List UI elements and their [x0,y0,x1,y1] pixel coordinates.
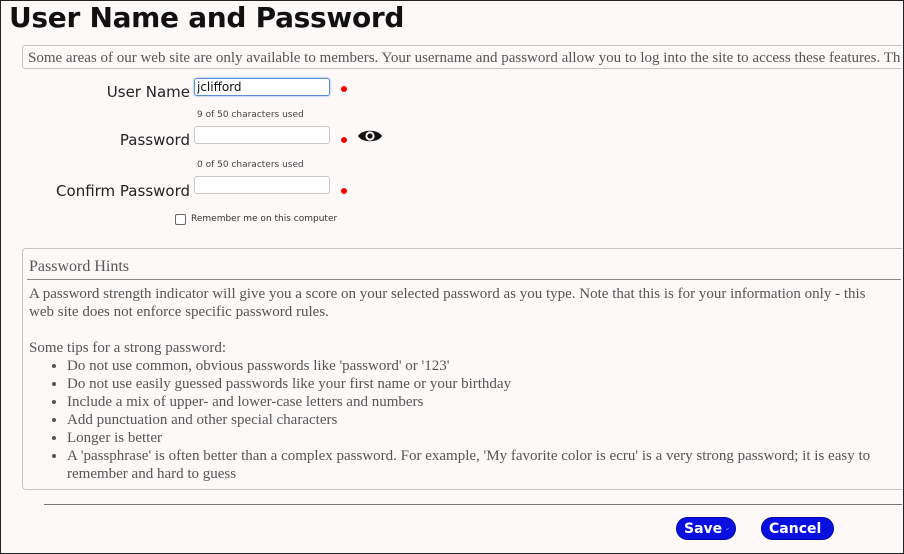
username-input[interactable] [194,78,330,96]
page-title: User Name and Password [9,1,405,34]
tips-list [29,357,889,483]
password-label: Password [119,131,190,149]
cancel-button[interactable] [761,517,834,540]
remember-me-checkbox[interactable] [175,214,186,225]
checkmark-icon [726,521,729,537]
save-button[interactable] [676,517,736,540]
required-indicator [341,86,347,92]
tips-intro: Some tips for a strong password: [29,340,227,356]
list-item: • Longer is better [67,429,889,447]
password-hints-panel [22,248,902,490]
save-label: Save [684,520,723,537]
footer-divider [44,504,902,505]
remember-me-label: Remember me on this computer [191,214,338,224]
x-icon [825,522,827,536]
remember-me-row[interactable] [175,212,337,226]
password-char-counter: 0 of 50 characters used [197,160,304,170]
cancel-label: Cancel [769,520,822,537]
hints-intro: A password strength indicator will give you a score on your selected password as you type. Note that this is for your information only - this web site does not enforce specific password rules. [29,286,866,320]
list-item: • Add punctuation and other special characters [67,411,889,429]
list-item: • A 'passphrase' is often better than a complex password. For example, 'My favorite color is ecru' is a very strong password; it is easy to remember and hard to guess [67,447,889,483]
username-char-counter: 9 of 50 characters used [197,110,304,120]
password-input[interactable] [194,126,330,144]
required-indicator [341,137,347,143]
eye-icon[interactable] [357,127,383,145]
hints-body [29,285,889,483]
hints-title: Password Hints [29,258,130,275]
list-item: • Include a mix of upper- and lower-case letters and numbers [67,393,889,411]
members-notice: Some areas of our web site are only available to members. Your username and password allow you to log into the site to access these features. Th [22,45,902,69]
required-indicator [341,188,347,194]
hints-divider [27,279,901,280]
confirm-password-label: Confirm Password [56,182,190,200]
list-item: • Do not use common, obvious passwords like 'password' or '123' [67,357,889,375]
confirm-password-input[interactable] [194,176,330,194]
list-item: • Do not use easily guessed passwords like your first name or your birthday [67,375,889,393]
username-label: User Name [106,83,190,101]
